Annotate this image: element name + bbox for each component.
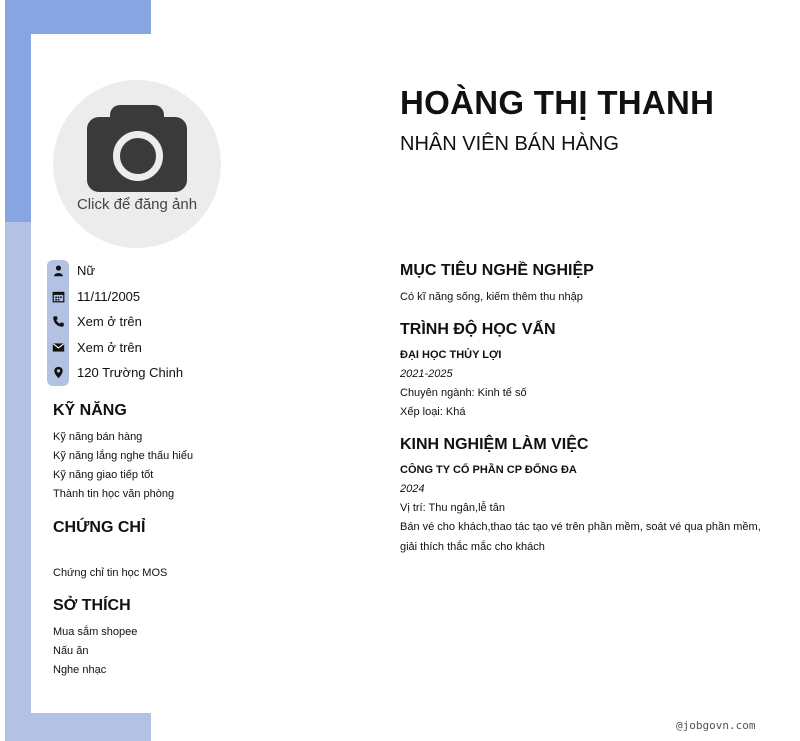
education-rank: Xếp loại: Khá [400, 406, 466, 418]
location-pin-icon [50, 364, 66, 380]
gender-value: Nữ [77, 262, 96, 278]
email-value: Xem ở trên [77, 339, 142, 355]
photo-upload[interactable] [53, 80, 221, 248]
certificate-item: Chứng chỉ tin học MOS [53, 567, 168, 579]
skills-title: KỸ NĂNG [53, 402, 127, 419]
certificates-title: CHỨNG CHỈ [53, 519, 146, 536]
skill-item: Kỹ năng lắng nghe thấu hiểu [53, 450, 194, 462]
person-icon [50, 262, 66, 278]
decor-strip-side [5, 222, 31, 741]
contact-email [50, 336, 142, 358]
decor-block-bottom [31, 713, 151, 741]
phone-value: Xem ở trên [77, 313, 142, 329]
photo-upload-label: Click để đăng ảnh [76, 196, 198, 213]
contact-address [50, 361, 183, 383]
experience-description: Bán vé cho khách,thao tác tạo vé trên phần mềm, soát vé qua phần mềm, giải thích thắc mắc cho khách [400, 521, 761, 553]
hobbies-title: SỞ THÍCH [53, 597, 131, 614]
calendar-icon [50, 288, 66, 304]
contact-gender [50, 259, 95, 281]
education-title: TRÌNH ĐỘ HỌC VẤN [400, 321, 556, 338]
experience-year: 2024 [400, 483, 425, 495]
objective-text: Có kĩ năng sống, kiếm thêm thu nhập [400, 291, 583, 303]
contact-phone [50, 310, 142, 332]
experience-position: Vị trí: Thu ngân,lễ tân [400, 502, 505, 514]
education-major: Chuyên ngành: Kinh tế số [400, 387, 527, 399]
candidate-name: HOÀNG THỊ THANH [400, 84, 715, 121]
company-name: CÔNG TY CỔ PHẦN CP ĐỐNG ĐA [400, 464, 577, 476]
birthday-value: 11/11/2005 [77, 288, 141, 304]
objective-title: MỤC TIÊU NGHỀ NGHIỆP [400, 262, 594, 279]
hobby-item: Nghe nhạc [53, 664, 107, 676]
site-watermark: @jobgovn.com [676, 719, 756, 732]
job-title: NHÂN VIÊN BÁN HÀNG [400, 133, 619, 155]
skill-item: Kỹ năng bán hàng [53, 431, 143, 443]
skill-item: Thành tin học văn phòng [53, 488, 175, 500]
contact-birthday [50, 285, 140, 307]
envelope-icon [50, 339, 66, 355]
experience-title: KINH NGHIỆM LÀM VIỆC [400, 436, 589, 453]
hobby-item: Nấu ăn [53, 645, 89, 657]
education-period: 2021-2025 [400, 368, 453, 380]
hobby-item: Mua sắm shopee [53, 626, 138, 638]
school-name: ĐẠI HỌC THỦY LỢI [400, 349, 502, 361]
address-value: 120 Trường Chinh [77, 364, 184, 380]
phone-icon [50, 313, 66, 329]
skill-item: Kỹ năng giao tiếp tốt [53, 469, 154, 481]
